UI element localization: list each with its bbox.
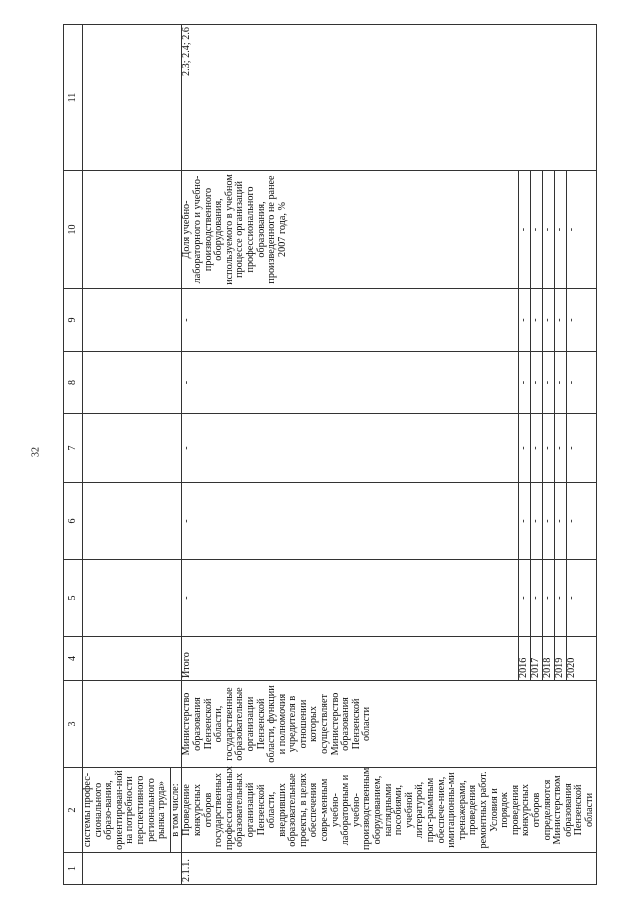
col7-total: -	[181, 446, 193, 450]
cont-c10	[83, 171, 182, 289]
cont-c6	[83, 483, 182, 560]
program-table	[63, 24, 597, 885]
cont-c8	[83, 352, 182, 414]
col10-year-values	[518, 171, 578, 288]
col9-total: -	[181, 318, 193, 322]
cont-c3	[83, 681, 182, 768]
col-num-2: 2	[64, 768, 83, 853]
col7-v2017: -	[531, 414, 543, 482]
col5-total: -	[181, 596, 193, 600]
col-num-6: 6	[64, 483, 83, 560]
col10-values	[182, 171, 596, 289]
row-2-1-1	[182, 25, 596, 885]
year-2019: 2019	[555, 637, 567, 680]
col7-v2018: -	[543, 414, 555, 482]
col-num-9: 9	[64, 289, 83, 352]
col8-total: -	[181, 380, 193, 385]
col10-v2017: -	[531, 171, 543, 288]
col10-v2019: -	[555, 171, 567, 288]
executor: Министерство образования Пензенской области, государственные образовательные организации Пензенской области, функции и полномочия учредителя в отношении которых осуществляет Министерство образования Пензенской области	[182, 681, 596, 768]
col5-v2017: -	[531, 560, 543, 636]
col6-values	[182, 483, 596, 560]
cont-task-text: системы профес-сионального образо-вания, ориентирован-ной на потребности перспективного регионального рынка труда»	[82, 770, 168, 850]
col7-v2019: -	[555, 414, 567, 482]
col-num-7: 7	[64, 414, 83, 483]
col9-year-values	[518, 289, 578, 351]
continuation-row	[83, 25, 182, 885]
col8-values	[182, 352, 596, 414]
column-number-row	[64, 25, 83, 885]
page-number: 32	[30, 447, 42, 457]
cont-c11	[83, 25, 182, 171]
year-2016: 2016	[519, 637, 531, 680]
measure-description: Проведение конкурсных отборов государственных профессиональных образовательных организаций Пензенской области, внедривших образовательные проекты, в целях обеспечения совре-менным учебно-лабораторным и учебно-производственным оборудованием, наглядными пособиями, учебной литературой, прог-раммным обеспече-нием, имитационны-ми тренажерами, проведения ремонтных работ. Условия и порядок проведения конкурсных отборов определяются Министерством образования Пензенской области	[182, 768, 596, 853]
col9-v2018: -	[543, 289, 555, 351]
links-cell	[182, 25, 596, 171]
cont-c2-text	[83, 768, 182, 853]
col6-v2017: -	[531, 483, 543, 559]
program-table-box	[63, 25, 595, 885]
col-num-3: 3	[64, 681, 83, 768]
links-text: 2.3; 2.4; 2.6	[181, 27, 193, 76]
col8-v2020: -	[566, 380, 578, 385]
col5-v2019: -	[555, 560, 567, 636]
year-2018: 2018	[543, 637, 555, 680]
cont-c9	[83, 289, 182, 352]
col6-year-values	[518, 483, 578, 559]
rotated-table-wrapper	[63, 25, 595, 885]
col-num-4: 4	[64, 637, 83, 681]
cont-c1	[83, 853, 182, 885]
cont-c7	[83, 414, 182, 483]
col5-v2020: -	[566, 596, 578, 600]
cont-c5	[83, 560, 182, 637]
col10-v2016: -	[519, 171, 531, 288]
col-num-11: 11	[64, 25, 83, 171]
col5-v2016: -	[519, 560, 531, 636]
cont-c4	[83, 637, 182, 681]
years-list	[518, 637, 578, 680]
col5-v2018: -	[543, 560, 555, 636]
col8-v2018: -	[543, 352, 555, 413]
col-num-8: 8	[64, 352, 83, 414]
col7-v2020: -	[566, 446, 578, 450]
col6-v2016: -	[519, 483, 531, 559]
col8-year-values	[518, 352, 578, 413]
col6-v2020: -	[566, 519, 578, 523]
year-2020: 2020	[566, 657, 578, 678]
row-number: 2.1.1.	[182, 853, 596, 885]
indicator-text: Доля учебно-лабораторного и учебно-производственного оборудования, используемого в учебном процессе организаций профессионального образования, произведенного не ранее 2007 года, %	[181, 174, 288, 285]
col-num-10: 10	[64, 171, 83, 289]
col9-v2020: -	[566, 318, 578, 322]
total-label: Итого	[181, 652, 193, 678]
years-cell	[182, 637, 596, 681]
col6-total: -	[181, 519, 193, 523]
col10-v2020: -	[566, 227, 578, 232]
col-num-1: 1	[64, 853, 83, 885]
col7-values	[182, 414, 596, 483]
col9-v2019: -	[555, 289, 567, 351]
col8-v2016: -	[519, 352, 531, 413]
col9-v2016: -	[519, 289, 531, 351]
in-tom-chisle-label: в том числе:	[170, 768, 182, 852]
col8-v2017: -	[531, 352, 543, 413]
col-num-5: 5	[64, 560, 83, 637]
col10-v2018: -	[543, 171, 555, 288]
col7-year-values	[518, 414, 578, 482]
col8-v2019: -	[555, 352, 567, 413]
col5-year-values	[518, 560, 578, 636]
col7-v2016: -	[519, 414, 531, 482]
col9-values	[182, 289, 596, 352]
col5-values	[182, 560, 596, 637]
col9-v2017: -	[531, 289, 543, 351]
col6-v2019: -	[555, 483, 567, 559]
year-2017: 2017	[531, 637, 543, 680]
col6-v2018: -	[543, 483, 555, 559]
